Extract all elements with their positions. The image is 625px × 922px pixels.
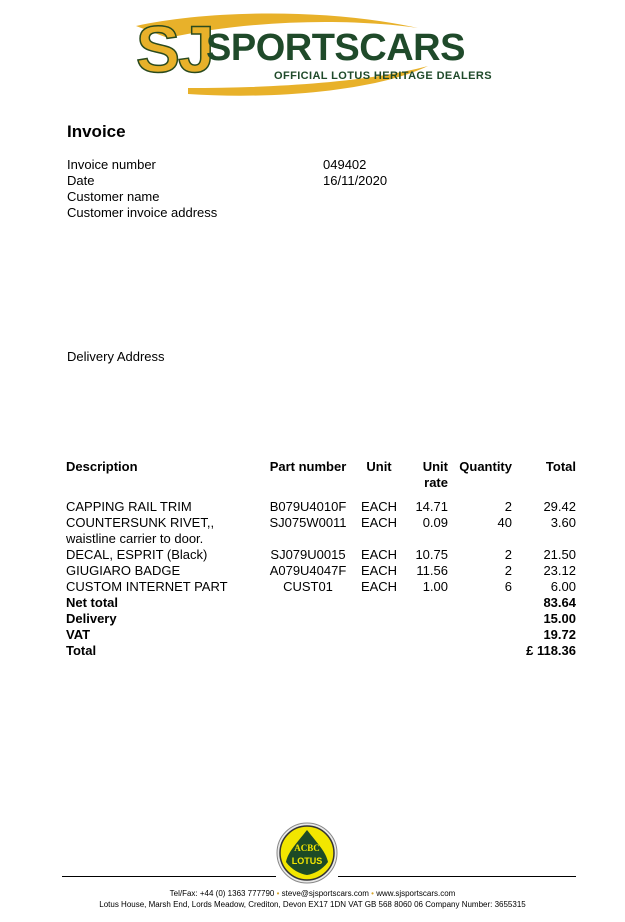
net-total-value: 83.64	[543, 595, 576, 610]
footer-contact	[0, 889, 625, 899]
row-total: 29.42	[543, 499, 576, 514]
lotus-badge-text: LOTUS	[291, 856, 323, 866]
table-row	[66, 563, 576, 579]
row-quantity: 6	[504, 579, 512, 594]
row-rate: 10.75	[415, 547, 448, 562]
row-total: 3.60	[550, 515, 576, 530]
row-quantity: 2	[504, 563, 512, 578]
table-row	[66, 579, 576, 595]
row-rate: 14.71	[415, 499, 448, 514]
row-part-number: SJ075W0011	[269, 515, 347, 530]
row-quantity: 2	[504, 547, 512, 562]
net-total-label: Net total	[66, 595, 118, 610]
row-description: GIUGIARO BADGE	[66, 563, 181, 578]
header-total: Total	[545, 459, 576, 474]
delivery-value: 15.00	[543, 611, 576, 626]
table-row	[66, 547, 576, 563]
vat-row	[66, 627, 576, 643]
footer-divider-left	[62, 876, 276, 877]
date-value: 16/11/2020	[323, 173, 388, 188]
logo-tagline: OFFICIAL LOTUS HERITAGE DEALERS	[274, 70, 492, 82]
footer-telfax: Tel/Fax: +44 (0) 1363 777790	[169, 889, 275, 898]
row-unit: EACH	[360, 515, 398, 530]
logo-name: SPORTSCARS	[206, 27, 465, 69]
invoice-title: Invoice	[67, 122, 126, 141]
row-description: CUSTOM INTERNET PART	[66, 579, 228, 594]
row-unit: EACH	[360, 579, 398, 594]
vat-value: 19.72	[543, 627, 576, 642]
date-label: Date	[67, 173, 95, 188]
header-part-number: Part number	[269, 459, 347, 474]
footer-website[interactable]: www.sjsportscars.com	[376, 889, 456, 898]
row-description: COUNTERSUNK RIVET,, waistline carrier to door.	[66, 515, 215, 546]
table-row	[66, 499, 576, 515]
row-part-number: B079U4010F	[269, 499, 347, 514]
delivery-address-label: Delivery Address	[67, 349, 165, 364]
customer-address-label: Customer invoice address	[67, 205, 218, 220]
table-header-row	[66, 459, 576, 499]
table-row	[66, 515, 576, 547]
row-unit: EACH	[360, 563, 398, 578]
lotus-badge-icon	[276, 822, 338, 884]
row-quantity: 40	[497, 515, 512, 530]
row-part-number: SJ079U0015	[270, 547, 346, 562]
footer-separator: •	[371, 889, 374, 898]
row-rate: 1.00	[422, 579, 448, 594]
row-total: 21.50	[543, 547, 576, 562]
customer-name-label: Customer name	[67, 189, 160, 204]
row-total: 23.12	[543, 563, 576, 578]
header-description: Description	[66, 459, 138, 474]
header-quantity: Quantity	[459, 459, 512, 474]
row-part-number: A079U4047F	[269, 563, 347, 578]
net-total-row	[66, 595, 576, 611]
footer-email[interactable]: steve@sjsportscars.com	[281, 889, 369, 898]
header-unit-rate: Unit rate	[422, 459, 448, 490]
footer-divider-right	[338, 876, 576, 877]
row-description: CAPPING RAIL TRIM	[66, 499, 192, 514]
row-unit: EACH	[360, 499, 398, 514]
header-unit: Unit	[366, 459, 392, 474]
grand-total-value: £ 118.36	[526, 643, 576, 658]
footer-address: Lotus House, Marsh End, Lords Meadow, Crediton, Devon EX17 1DN VAT GB 568 8060 06 Company Number: 3655315	[99, 900, 526, 909]
delivery-row	[66, 611, 576, 627]
footer-separator: •	[276, 889, 280, 898]
row-unit: EACH	[360, 547, 398, 562]
delivery-label: Delivery	[66, 611, 117, 626]
vat-label: VAT	[66, 627, 91, 642]
logo-mark: SJ	[136, 12, 213, 86]
grand-total-label: Total	[66, 643, 97, 658]
invoice-number-label: Invoice number	[67, 157, 156, 172]
row-total: 6.00	[550, 579, 576, 594]
company-logo	[128, 8, 508, 98]
invoice-number-value: 049402	[323, 157, 367, 172]
row-description: DECAL, ESPRIT (Black)	[66, 547, 208, 562]
row-rate: 0.09	[422, 515, 448, 530]
row-rate: 11.56	[416, 563, 448, 578]
row-part-number: CUST01	[283, 579, 333, 594]
row-quantity: 2	[504, 499, 512, 514]
invoice-items-table	[66, 459, 576, 659]
grand-total-row	[66, 643, 576, 659]
lotus-badge-monogram: ACBC	[294, 843, 320, 853]
